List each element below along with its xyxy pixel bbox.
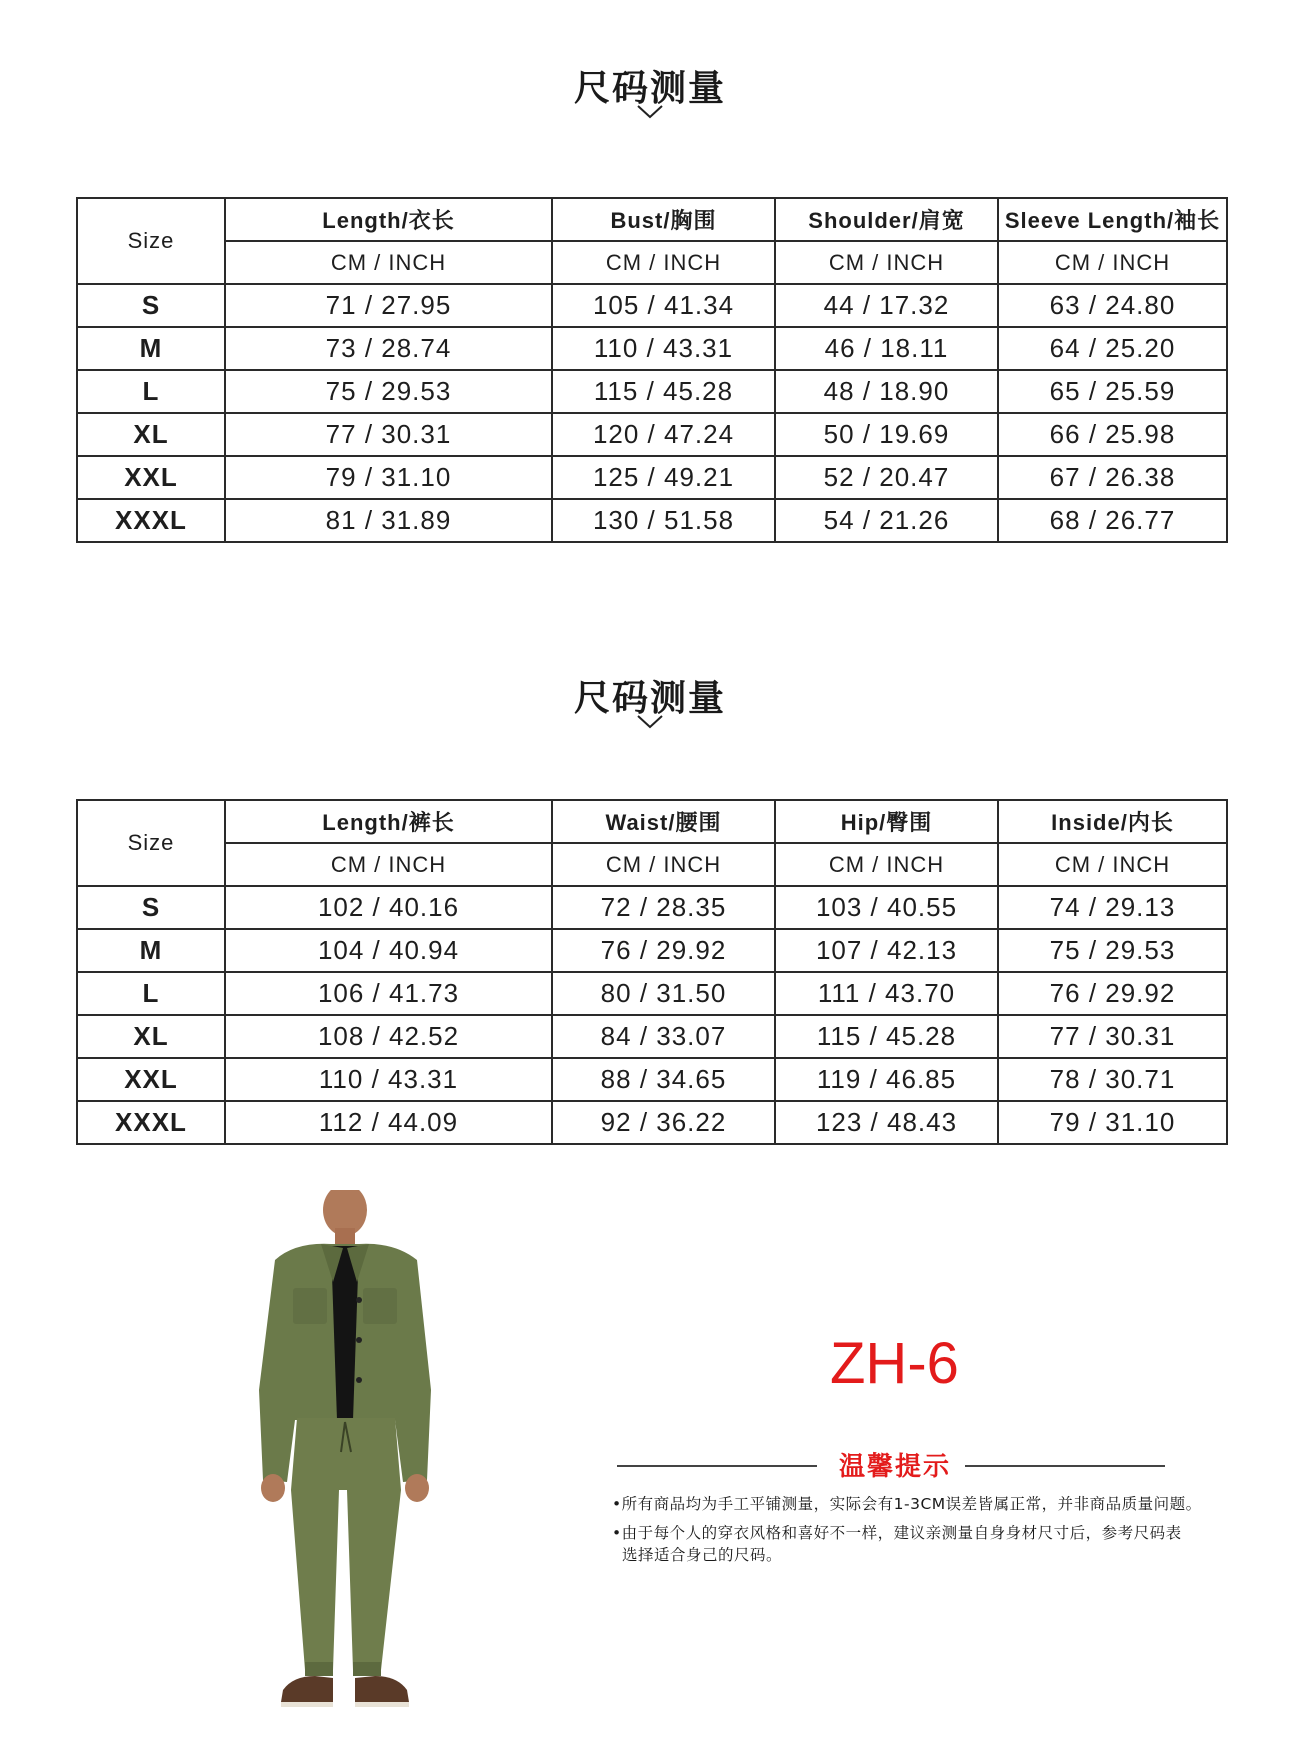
table-cell: 81 / 31.89 bbox=[225, 499, 552, 542]
unit-label: CM / INCH bbox=[225, 843, 552, 886]
table-row bbox=[77, 886, 1227, 929]
model-photo bbox=[235, 1190, 455, 1730]
table-cell: 77 / 30.31 bbox=[998, 1015, 1227, 1058]
table-cell: 80 / 31.50 bbox=[552, 972, 775, 1015]
unit-label: CM / INCH bbox=[998, 843, 1227, 886]
size-label: L bbox=[77, 972, 225, 1015]
column-header: Shoulder/肩宽 bbox=[775, 198, 998, 241]
table-cell: 65 / 25.59 bbox=[998, 370, 1227, 413]
table-cell: 64 / 25.20 bbox=[998, 327, 1227, 370]
table-cell: 50 / 19.69 bbox=[775, 413, 998, 456]
table-cell: 103 / 40.55 bbox=[775, 886, 998, 929]
tip-note: •由于每个人的穿衣风格和喜好不一样，建议亲测量自身身材尺寸后，参考尺码表 bbox=[612, 1524, 1182, 1542]
table-cell: 106 / 41.73 bbox=[225, 972, 552, 1015]
pants-size-table bbox=[76, 799, 1228, 1145]
table-cell: 130 / 51.58 bbox=[552, 499, 775, 542]
table-cell: 84 / 33.07 bbox=[552, 1015, 775, 1058]
table-cell: 119 / 46.85 bbox=[775, 1058, 998, 1101]
size-label: S bbox=[77, 886, 225, 929]
table-row bbox=[77, 327, 1227, 370]
table-cell: 73 / 28.74 bbox=[225, 327, 552, 370]
table-cell: 123 / 48.43 bbox=[775, 1101, 998, 1144]
table-cell: 120 / 47.24 bbox=[552, 413, 775, 456]
column-header: Inside/内长 bbox=[998, 800, 1227, 843]
column-header: Length/裤长 bbox=[225, 800, 552, 843]
size-label: XXXL bbox=[77, 499, 225, 542]
table-cell: 48 / 18.90 bbox=[775, 370, 998, 413]
unit-label: CM / INCH bbox=[998, 241, 1227, 284]
unit-label: CM / INCH bbox=[225, 241, 552, 284]
table-cell: 102 / 40.16 bbox=[225, 886, 552, 929]
table-row bbox=[77, 499, 1227, 542]
table-cell: 46 / 18.11 bbox=[775, 327, 998, 370]
table-cell: 67 / 26.38 bbox=[998, 456, 1227, 499]
table-cell: 79 / 31.10 bbox=[225, 456, 552, 499]
unit-label: CM / INCH bbox=[775, 843, 998, 886]
table-row bbox=[77, 413, 1227, 456]
size-label: XL bbox=[77, 413, 225, 456]
table-cell: 77 / 30.31 bbox=[225, 413, 552, 456]
size-label: XXL bbox=[77, 456, 225, 499]
table-cell: 79 / 31.10 bbox=[998, 1101, 1227, 1144]
tips-title: 温馨提示 bbox=[838, 1452, 951, 1482]
table-cell: 78 / 30.71 bbox=[998, 1058, 1227, 1101]
table-cell: 68 / 26.77 bbox=[998, 499, 1227, 542]
column-header: Length/衣长 bbox=[225, 198, 552, 241]
column-header: Sleeve Length/袖长 bbox=[998, 198, 1227, 241]
size-label: S bbox=[77, 284, 225, 327]
table-cell: 104 / 40.94 bbox=[225, 929, 552, 972]
table-cell: 105 / 41.34 bbox=[552, 284, 775, 327]
section-title-pants: 尺码测量 bbox=[573, 678, 726, 719]
table-row bbox=[77, 929, 1227, 972]
table-cell: 107 / 42.13 bbox=[775, 929, 998, 972]
table-row bbox=[77, 456, 1227, 499]
tip-note: 选择适合身己的尺码。 bbox=[622, 1546, 783, 1564]
divider bbox=[617, 1465, 817, 1467]
table-cell: 75 / 29.53 bbox=[998, 929, 1227, 972]
table-row bbox=[77, 1101, 1227, 1144]
size-label: XL bbox=[77, 1015, 225, 1058]
table-cell: 66 / 25.98 bbox=[998, 413, 1227, 456]
table-cell: 112 / 44.09 bbox=[225, 1101, 552, 1144]
table-cell: 111 / 43.70 bbox=[775, 972, 998, 1015]
unit-label: CM / INCH bbox=[552, 241, 775, 284]
size-label: XXL bbox=[77, 1058, 225, 1101]
section-title-tops: 尺码测量 bbox=[573, 68, 726, 109]
table-row bbox=[77, 1058, 1227, 1101]
table-cell: 75 / 29.53 bbox=[225, 370, 552, 413]
table-cell: 76 / 29.92 bbox=[998, 972, 1227, 1015]
tops-size-table bbox=[76, 197, 1228, 543]
product-code: ZH-6 bbox=[830, 1331, 959, 1396]
table-row bbox=[77, 972, 1227, 1015]
size-label: M bbox=[77, 327, 225, 370]
size-header: Size bbox=[77, 198, 225, 284]
size-label: M bbox=[77, 929, 225, 972]
unit-label: CM / INCH bbox=[552, 843, 775, 886]
table-cell: 92 / 36.22 bbox=[552, 1101, 775, 1144]
chevron-down-icon bbox=[636, 104, 664, 120]
table-cell: 71 / 27.95 bbox=[225, 284, 552, 327]
table-cell: 74 / 29.13 bbox=[998, 886, 1227, 929]
table-cell: 76 / 29.92 bbox=[552, 929, 775, 972]
column-header: Waist/腰围 bbox=[552, 800, 775, 843]
column-header: Bust/胸围 bbox=[552, 198, 775, 241]
table-cell: 125 / 49.21 bbox=[552, 456, 775, 499]
table-cell: 108 / 42.52 bbox=[225, 1015, 552, 1058]
column-header: Hip/臀围 bbox=[775, 800, 998, 843]
table-row bbox=[77, 370, 1227, 413]
table-cell: 115 / 45.28 bbox=[775, 1015, 998, 1058]
divider bbox=[965, 1465, 1165, 1467]
table-cell: 110 / 43.31 bbox=[552, 327, 775, 370]
chevron-down-icon bbox=[636, 714, 664, 730]
size-label: XXXL bbox=[77, 1101, 225, 1144]
size-label: L bbox=[77, 370, 225, 413]
tip-note: •所有商品均为手工平铺测量，实际会有1-3CM误差皆属正常，并非商品质量问题。 bbox=[612, 1495, 1202, 1513]
table-cell: 63 / 24.80 bbox=[998, 284, 1227, 327]
table-cell: 54 / 21.26 bbox=[775, 499, 998, 542]
table-cell: 110 / 43.31 bbox=[225, 1058, 552, 1101]
unit-label: CM / INCH bbox=[775, 241, 998, 284]
table-cell: 115 / 45.28 bbox=[552, 370, 775, 413]
table-cell: 88 / 34.65 bbox=[552, 1058, 775, 1101]
size-header: Size bbox=[77, 800, 225, 886]
table-cell: 72 / 28.35 bbox=[552, 886, 775, 929]
table-cell: 44 / 17.32 bbox=[775, 284, 998, 327]
table-row bbox=[77, 1015, 1227, 1058]
table-row bbox=[77, 284, 1227, 327]
table-cell: 52 / 20.47 bbox=[775, 456, 998, 499]
